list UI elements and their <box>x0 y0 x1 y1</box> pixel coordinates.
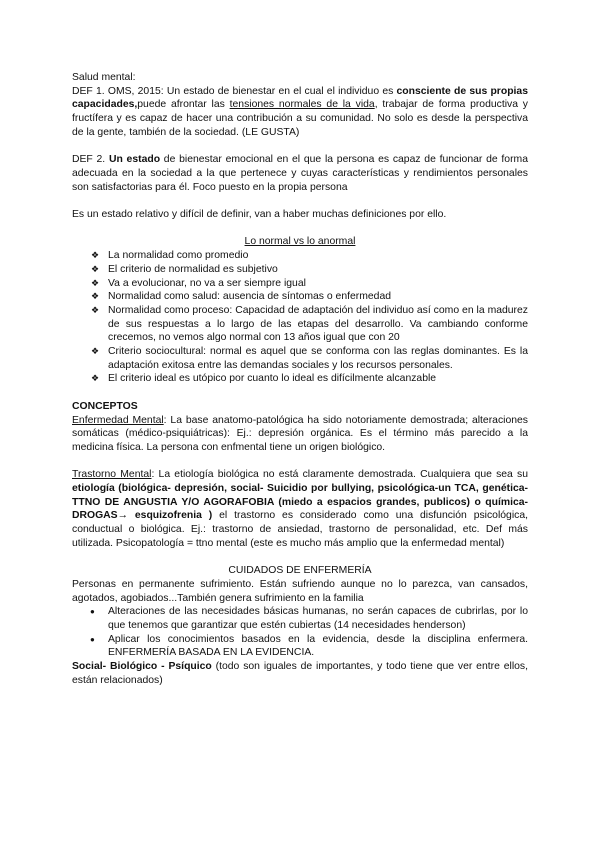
def1-pre: DEF 1. OMS, 2015: Un estado de bienestar en el cual el individuo es <box>72 85 397 97</box>
trastorno-bold: etiología (biológica- depresión, social- Suicidio por bullying, psicológica-un TCA, genética- TTNO DE ANGUSTIA Y/O AGORAFOBIA (miedo a espacios grandes, publicos) o química- DROGAS→ esquizofrenia ) <box>72 483 528 522</box>
normal-heading: Lo normal vs lo anormal <box>244 236 356 248</box>
conceptos-heading: CONCEPTOS <box>72 400 138 412</box>
def1-post: , trabajar de forma productiva y fructífera y es capaz de hacer una contribución a su comunidad. No solo es desde la perspectiva de la gente, también de la sociedad. (LE GUSTA) <box>72 99 528 138</box>
list-item: ● Aplicar los conocimientos basados en la evidencia, desde la disciplina enfermera. ENFERMERÍA BASADA EN LA EVIDENCIA. <box>108 633 528 660</box>
normal-heading-line <box>72 235 528 249</box>
def2-bold: Un estado <box>108 154 161 166</box>
enfermedad-paragraph <box>72 414 528 455</box>
list-item: ❖ El criterio de normalidad es subjetivo <box>108 263 528 277</box>
list-item: ❖ La normalidad como promedio <box>108 249 528 263</box>
list-item: ❖ Normalidad como proceso: Capacidad de adaptación del individuo así como en la madurez de sus respuestas a lo largo de las etapas del desarrollo. Va cambiando conforme crecemos, no vemos algo normal con 13 años igual que con 20 <box>108 304 528 345</box>
def2-post: de bienestar emocional en el que la persona es capaz de funcionar de forma adecuada en la sociedad a la que pertenece y cuyas características y rendimientos personales son satisfactorias para él. Foco puesto en la propia persona <box>72 154 528 193</box>
def1-paragraph <box>72 85 528 140</box>
trastorno-paragraph <box>72 468 528 550</box>
trastorno-pre: : La etiología biológica no está claramente demostrada. Cualquiera que sea su <box>151 469 529 481</box>
normal-list <box>72 249 528 386</box>
trastorno-post: el trastorno es considerado como una disfunción psicológica, conductual o biológica. Ej.: trastorno de ansiedad, trastorno de personalidad, etc. Def más utilizada. Psicopatología = ttno mental (este es mucho más amplio que la enfermedad mental) <box>72 510 528 549</box>
salud-title: Salud mental: <box>72 72 136 83</box>
def2-paragraph <box>72 153 528 194</box>
list-item: ❖ Criterio sociocultural: normal es aquel que se conforma con las reglas dominantes. Es la adaptación exitosa entre las demandas sociales y los recursos personales. <box>108 345 528 372</box>
enfermedad-label: Enfermedad Mental <box>72 414 164 426</box>
cuidados-heading: CUIDADOS DE ENFERMERÍA <box>228 565 372 577</box>
def2-pre: DEF 2. <box>72 154 109 166</box>
enfermedad-text: : La base anatomo-patológica ha sido notoriamente demostrada; alteraciones somáticas (médico-psiquiátricas): Ej.: depresión orgánica. Es el término más parecido a la medicina física. La persona con enfmental tiene un origen biológico. <box>72 414 528 453</box>
cuidados-list <box>72 605 528 660</box>
cuidados-intro: Personas en permanente sufrimiento. Están sufriendo aunque no lo parezca, van cansados, agotados, agobiados...También genera sufrimiento en la familia <box>72 578 528 604</box>
trastorno-label: Trastorno Mental <box>72 469 152 481</box>
cuidados-final <box>72 660 528 687</box>
list-item: ❖ Normalidad como salud: ausencia de síntomas o enfermedad <box>108 290 528 304</box>
def1-bold: consciente de sus propias capacidades, <box>72 85 528 111</box>
relative-paragraph: Es un estado relativo y difícil de definir, van a haber muchas definiciones por ello. <box>72 209 447 220</box>
list-item: ❖ Va a evolucionar, no va a ser siempre igual <box>108 277 528 291</box>
cuidados-final-bold: Social- Biológico - Psíquico <box>72 661 212 673</box>
list-item: ● Alteraciones de las necesidades básicas humanas, no serán capaces de cubrirlas, por lo que tenemos que garantizar que estén cubiertas (14 necesidades henderson) <box>108 605 528 632</box>
cuidados-final-text: (todo son iguales de importantes, y todo tiene que ver entre ellos, están relacionados) <box>72 661 528 686</box>
def1-underline: tensiones normales de la vida <box>229 99 375 111</box>
def1-mid: puede afrontar las <box>137 99 230 111</box>
list-item: ❖ El criterio ideal es utópico por cuanto lo ideal es difícilmente alcanzable <box>108 372 528 386</box>
